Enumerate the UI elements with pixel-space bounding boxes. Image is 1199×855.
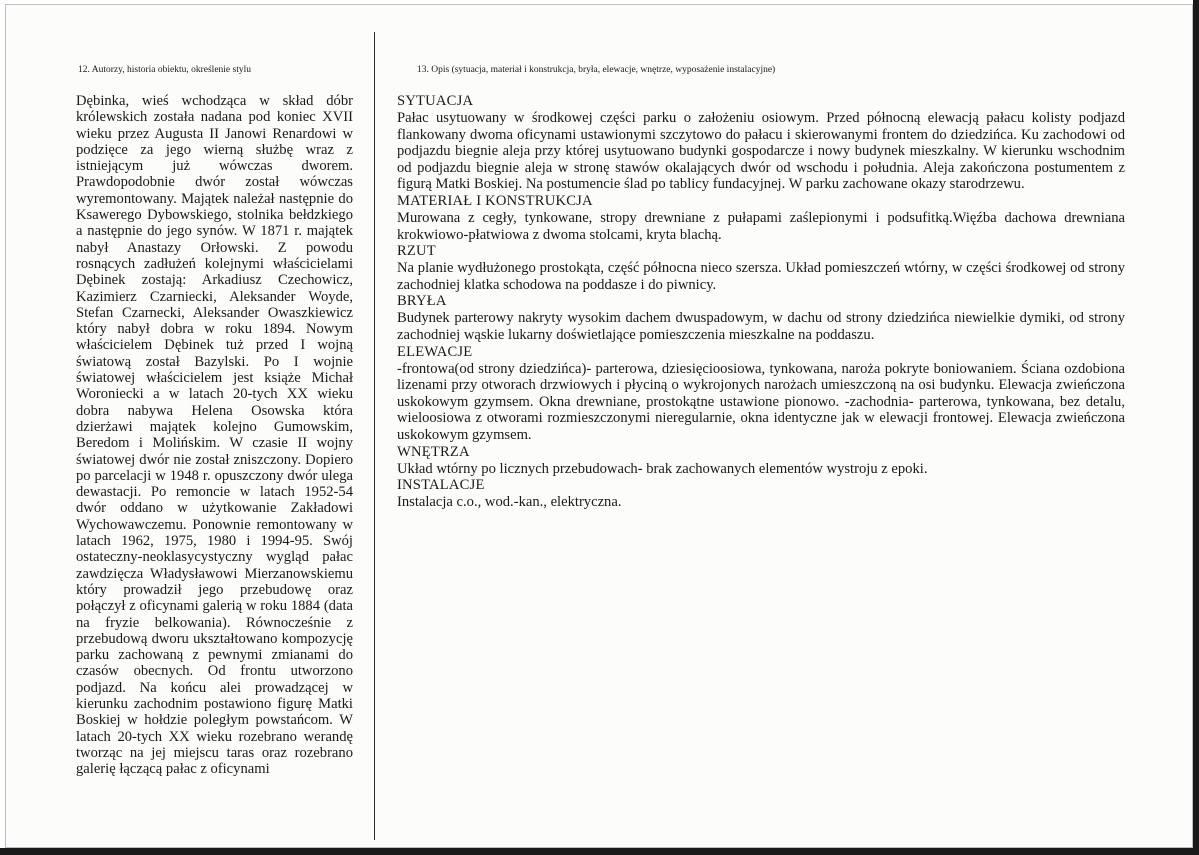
section-title: ELEWACJE — [397, 343, 473, 360]
section-body: Układ wtórny po licznych przebudowach- brak zachowanych elementów wystroju z epoki. — [397, 460, 928, 477]
history-heading: 12. Autorzy, historia obiektu, określenie stylu — [78, 65, 251, 75]
section-elewacje — [397, 344, 1125, 444]
section-body: Pałac usytuowany w środkowej części parku o założeniu osiowym. Przed północną elewacją pałacu kolisty podjazd flankowany dwoma oficynami ustawionymi szczytowo do pałacu i skierowanymi frontem do dziedzińca. Ku zachodowi od podjazdu biegnie aleja przy której usytuowano budynki gospodarcze i nowy budynek mieszkalny. W kierunku wschodnim od podjazdu biegnie aleja w stronę stawów okalających dwór od wschodu i południa. Aleja zakończona postumentem z figurą Matki Boskiej. Na postumencie ślad po tablicy fundacyjnej. W parku zachowane okazy starodrzewu. — [397, 110, 1125, 193]
section-sytuacja — [397, 93, 1125, 193]
section-title: MATERIAŁ I KONSTRUKCJA — [397, 192, 593, 209]
section-rzut — [397, 243, 1125, 293]
column-divider — [374, 32, 375, 840]
description-heading: 13. Opis (sytuacja, materiał i konstrukcja, bryła, elewacje, wnętrze, wyposażenie instalacyjne) — [417, 65, 776, 75]
section-body: Murowana z cegły, tynkowane, stropy drewniane z pułapami zaślepionymi i podsufitką.Więźba dachowa drewniana krokwiowo-płatwiowa z dwoma stolcami, kryta blachą. — [397, 209, 1125, 243]
section-title: RZUT — [397, 243, 436, 260]
section-body: -frontowa(od strony dziedzińca)- parterowa, dziesięcioosiowa, tynkowana, naroża pokryte boniowaniem. Ściana ozdobiona lizenami przy otworach drzwiowych i płyciną o wykrojonych narożach umieszczoną na osi budynku. Elewacja zwieńczona uskokowym gzymsem. Okna drewniane, prostokątne ustawione pionowo. -zachodnia- parterowa, tynkowana, bez detalu, wieloosiowa z otworami rozmieszczonymi nieregularnie, okna identyczne jak w elewacji frontowej. Elewacja zwieńczona uskokowym gzymsem. — [397, 360, 1125, 443]
scan-border-right — [1193, 0, 1199, 855]
section-body: Budynek parterowy nakryty wysokim dachem dwuspadowym, w dachu od strony dziedzińca niewielkie dymiki, od strony zachodniej wąskie lukarny doświetlające pomieszczenia mieszkalne na poddaszu. — [397, 310, 1125, 343]
section-title: SYTUACJA — [397, 93, 474, 109]
history-text: Dębinka, wieś wchodząca w skład dóbr królewskich została nadana pod koniec XVII wieku przez Augusta II Janowi Renardowi w podzięce za jego wierną służbę wraz z istniejącym już wówczas dworem. Prawdopodobnie dwór został wówczas wyremontowany. Majątek należał następnie do Ksawerego Dybowskiego, stolnika bełdzkiego a następnie do jego synów. W 1871 r. majątek nabył Anastazy Orłowski. Z powodu rosnących zadłużeń kolejnymi właścicielami Dębinek zostają: Arkadiusz Czechowicz, Kazimierz Czarniecki, Aleksander Woyde, Stefan Czarnecki, Aleksander Owaszkiewicz który nabył dobra w roku 1894. Nowym właścicielem Dębinek tuż przed I wojną światową został Bazylski. Po I wojnie światowej właścicielem jest książe Michał Woroniecki a w latach 20-tych XX wieku dobra nabywa Helena Osowska która dzierżawi majątek kolejno Gumowskim, Beredom i Molińskim. W czasie II wojny światowej dwór nie został zniszczony. Dopiero po parcelacji w 1948 r. opuszczony dwór ulega dewastacji. Po remoncie w latach 1952-54 dwór oddano w użytkowanie Zakładowi Wychowawczemu. Ponownie remontowany w latach 1962, 1975, 1980 i 1994-95. Swój ostateczny-neoklasycystyczny wygląd pałac zawdzięcza Władysławowi Mierzanowskiemu który prowadził jego przebudowę oraz połączył z oficynami galerią w roku 1884 (data na fryzie belkowania). Równocześnie z przebudową dworu ukształtowano kompozycję parku zachowaną z pewnymi zmianami do czasów obecnych. Od frontu utworzono podjazd. Na końcu alei prowadzącej w kierunku zachodnim postawiono figurę Matki Boskiej w hołdzie poległym powstańcom. W latach 20-tych XX wieku rozebrano werandę tworząc na jej miejscu taras oraz rozebrano galerię łączącą pałac z oficynami — [76, 93, 353, 778]
history-column — [76, 64, 353, 777]
scan-border-bottom — [0, 848, 1199, 855]
section-bryla — [397, 293, 1125, 343]
section-title: WNĘTRZA — [397, 443, 470, 460]
description-column — [397, 64, 1125, 511]
section-body: Na planie wydłużonego prostokąta, część północna nieco szersza. Układ pomieszczeń wtórny, w części środkowej od strony zachodniej klatka schodowa na poddasze i do piwnicy. — [397, 260, 1125, 293]
section-wnetrza — [397, 444, 1125, 478]
section-instalacje — [397, 477, 1125, 511]
section-material — [397, 193, 1125, 243]
section-title: INSTALACJE — [397, 477, 485, 494]
section-title: BRYŁA — [397, 293, 447, 310]
section-body: Instalacja c.o., wod.-kan., elektryczna. — [397, 494, 622, 511]
